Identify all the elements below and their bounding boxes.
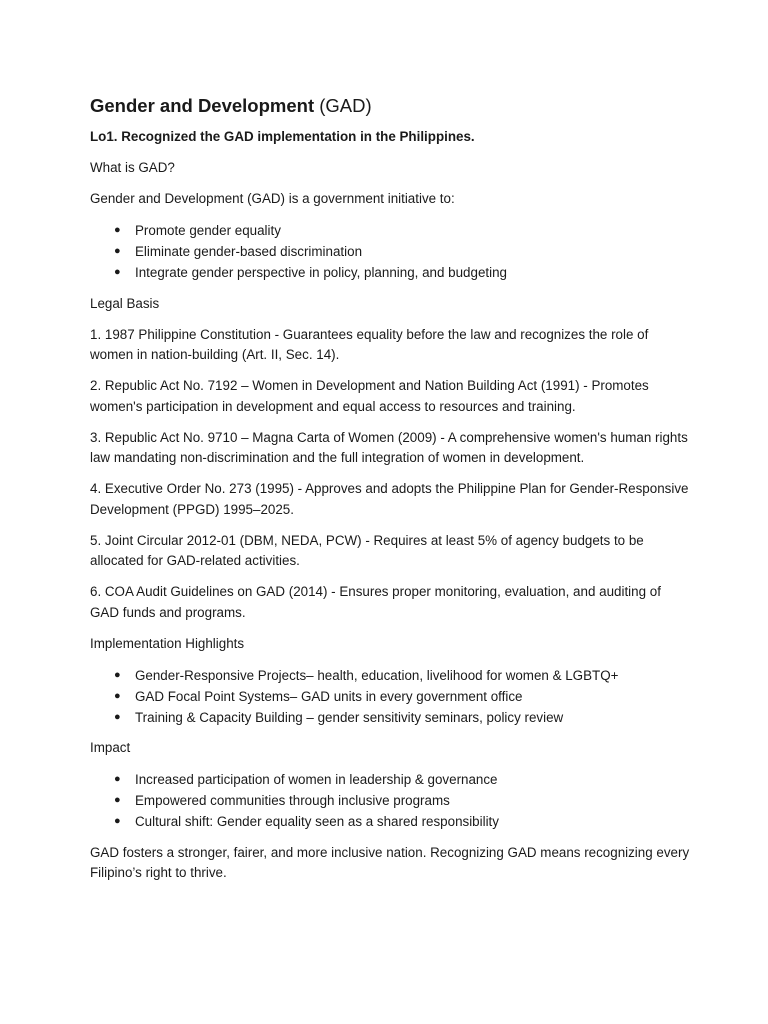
gad-intro-paragraph: Gender and Development (GAD) is a government initiative to: xyxy=(90,191,455,206)
list-item-text: Eliminate gender-based discrimination xyxy=(135,244,363,259)
impact-list xyxy=(90,769,690,832)
legal-basis-item: 4. Executive Order No. 273 (1995) - Approves and adopts the Philippine Plan for Gender-Responsive Development (PPGD) 1995–2025. xyxy=(90,481,689,517)
bullet-icon: ● xyxy=(114,224,121,236)
legal-basis-item: 6. COA Audit Guidelines on GAD (2014) - Ensures proper monitoring, evaluation, and auditing of GAD funds and programs. xyxy=(90,584,661,620)
list-item xyxy=(114,811,690,832)
document-title xyxy=(90,94,690,118)
list-item xyxy=(114,686,690,707)
list-item-text: Training & Capacity Building – gender sensitivity seminars, policy review xyxy=(135,709,564,725)
list-item-text: GAD Focal Point Systems– GAD units in every government office xyxy=(135,688,523,704)
list-item-text: Promote gender equality xyxy=(135,223,281,238)
what-is-gad-question: What is GAD? xyxy=(90,160,175,175)
list-item-text: Increased participation of women in leadership & governance xyxy=(135,772,498,787)
conclusion-paragraph: GAD fosters a stronger, fairer, and more inclusive nation. Recognizing GAD means recognizing every Filipino’s right to thrive. xyxy=(90,844,690,880)
bullet-icon: ● xyxy=(114,794,121,806)
bullet-icon: ● xyxy=(114,815,121,827)
bullet-icon: ● xyxy=(114,668,121,681)
learning-outcome-heading: Lo1. Recognized the GAD implementation in the Philippines. xyxy=(90,129,475,144)
document-page xyxy=(90,94,690,894)
list-item-text: Integrate gender perspective in policy, planning, and budgeting xyxy=(135,265,507,280)
bullet-icon: ● xyxy=(114,689,121,702)
list-item-text: Gender-Responsive Projects– health, education, livelihood for women & LGBTQ+ xyxy=(135,667,619,683)
legal-basis-heading: Legal Basis xyxy=(90,295,160,311)
list-item xyxy=(114,790,690,811)
title-main: Gender and Development xyxy=(90,95,315,116)
legal-basis-item: 2. Republic Act No. 7192 – Women in Development and Nation Building Act (1991) - Promotes women's participation in development and equal access to resources and training. xyxy=(90,378,649,414)
list-item xyxy=(114,707,690,728)
legal-basis-item: 1. 1987 Philippine Constitution - Guarantees equality before the law and recognizes the role of women in nation-building (Art. II, Sec. 14). xyxy=(90,326,649,362)
implementation-highlights-heading: Implementation Highlights xyxy=(90,635,245,651)
list-item xyxy=(114,220,690,241)
list-item-text: Empowered communities through inclusive programs xyxy=(135,793,450,808)
list-item xyxy=(114,262,690,283)
title-abbreviation: (GAD) xyxy=(314,95,372,116)
legal-basis-item: 3. Republic Act No. 9710 – Magna Carta of Women (2009) - A comprehensive women's human rights law mandating non-discrimination and the full integration of women in development. xyxy=(90,429,688,465)
list-item-text: Cultural shift: Gender equality seen as a shared responsibility xyxy=(135,814,499,829)
impact-heading: Impact xyxy=(90,740,131,755)
initiative-list xyxy=(90,220,690,283)
bullet-icon: ● xyxy=(114,245,121,257)
list-item xyxy=(114,665,690,686)
bullet-icon: ● xyxy=(114,266,121,278)
list-item xyxy=(114,769,690,790)
bullet-icon: ● xyxy=(114,710,121,723)
bullet-icon: ● xyxy=(114,773,121,785)
implementation-list xyxy=(90,665,690,728)
legal-basis-item: 5. Joint Circular 2012-01 (DBM, NEDA, PCW) - Requires at least 5% of agency budgets to be allocated for GAD-related activities. xyxy=(90,532,644,568)
list-item xyxy=(114,241,690,262)
